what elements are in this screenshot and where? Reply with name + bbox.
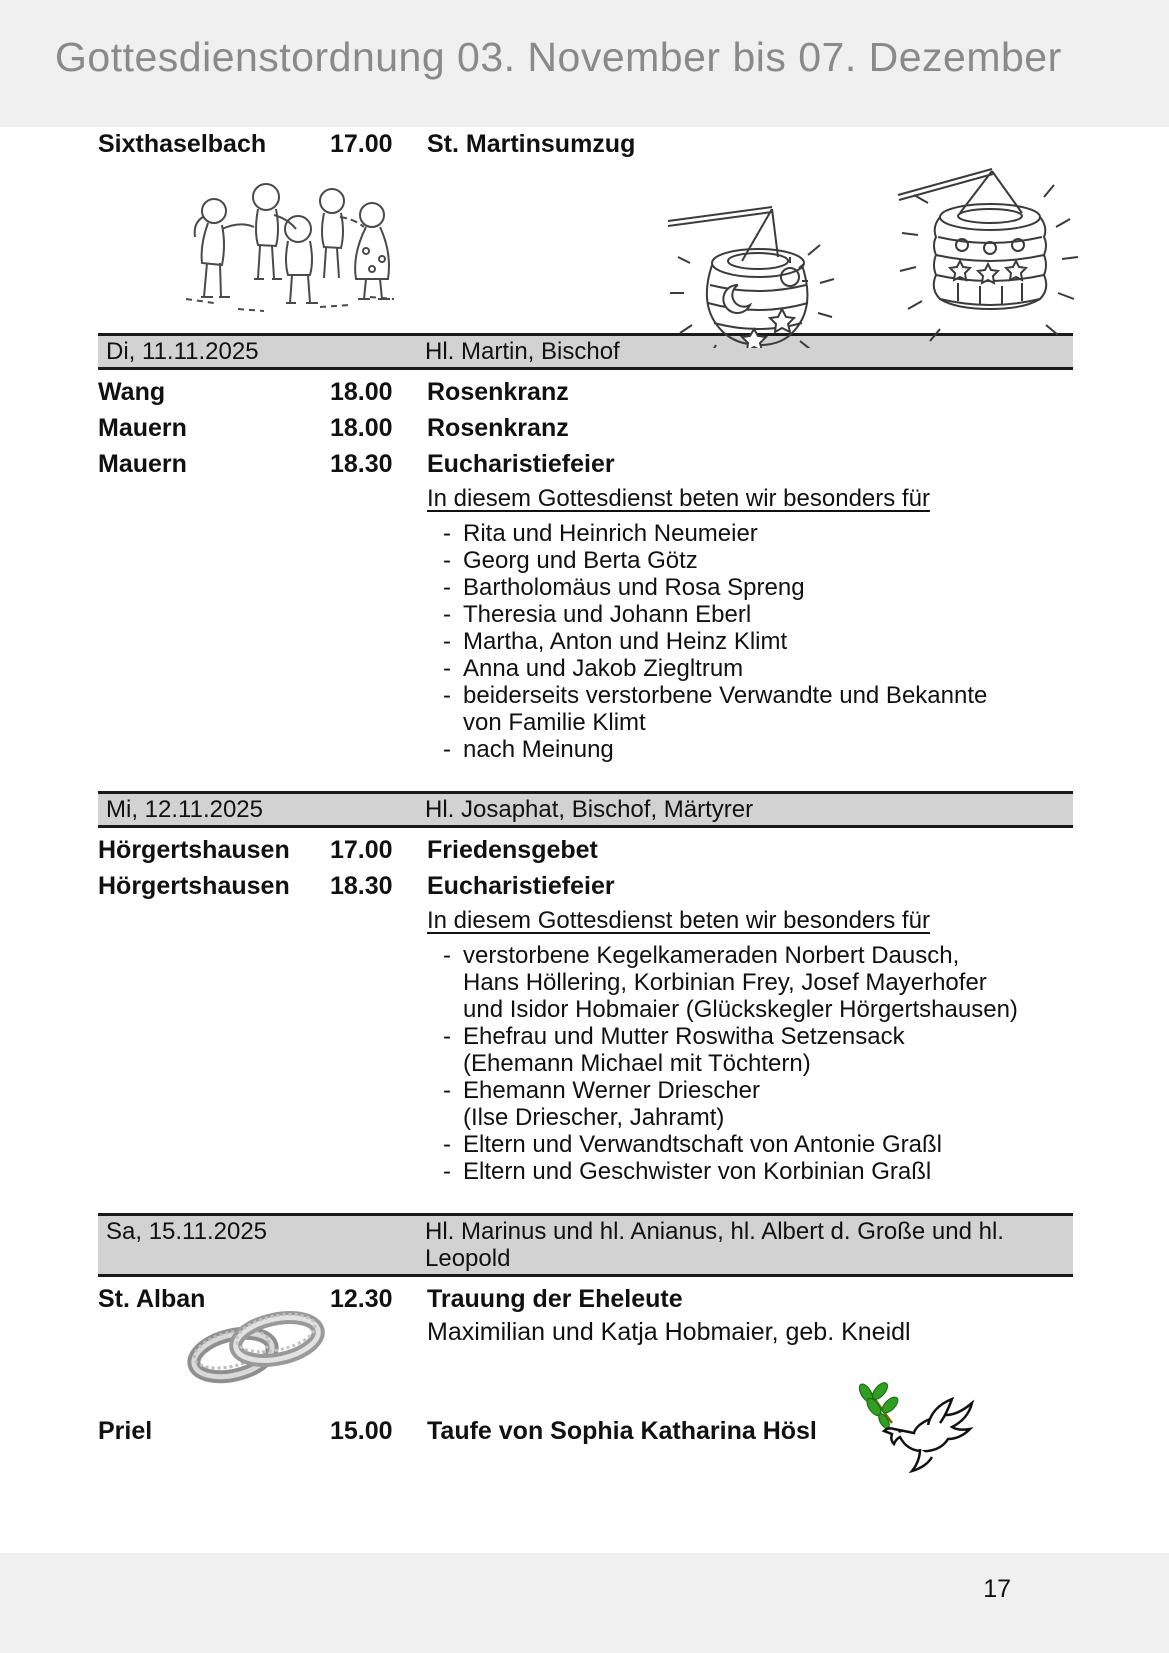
intention-item <box>427 520 1073 547</box>
date-bar <box>98 1213 1073 1277</box>
feast-line: Hl. Marinus und hl. Anianus, hl. Albert d. Große und hl. <box>425 1218 1004 1245</box>
date-label: Di, 11.11.2025 <box>106 338 259 365</box>
event-title: Taufe von Sophia Katharina Hösl <box>427 1417 817 1445</box>
event-title: Eucharistiefeier <box>427 450 615 478</box>
intention-line: - Martha, Anton und Heinz Klimt <box>463 628 788 655</box>
event-detail: Maximilian und Katja Hobmaier, geb. Kneidl <box>427 1318 911 1346</box>
martin-lanterns-illustration <box>650 143 1083 348</box>
illustrations-row <box>98 161 1073 333</box>
event-time: 18.30 <box>330 450 393 478</box>
feast-line: Hl. Martin, Bischof <box>425 338 620 365</box>
intention-line: - Bartholomäus und Rosa Spreng <box>463 574 805 601</box>
event-time: 12.30 <box>330 1285 393 1313</box>
intention-line: - Theresia und Johann Eberl <box>463 601 752 628</box>
event-location: Priel <box>98 1417 153 1445</box>
intention-line: von Familie Klimt <box>463 709 646 736</box>
event-location: Mauern <box>98 414 187 442</box>
schedule-content <box>98 127 1073 1449</box>
intention-line: (Ilse Driescher, Jahramt) <box>463 1104 725 1131</box>
intention-item <box>427 574 1073 601</box>
intention-line: - Eltern und Geschwister von Korbinian Graßl <box>463 1158 932 1185</box>
event-title: Rosenkranz <box>427 414 569 442</box>
feast-line: Leopold <box>425 1245 511 1272</box>
day-section <box>98 791 1073 1185</box>
intention-item <box>427 655 1073 682</box>
intentions-heading: In diesem Gottesdienst beten wir besonders für <box>427 907 930 934</box>
intentions-list <box>427 942 1073 1185</box>
event-location: St. Alban <box>98 1285 206 1313</box>
intention-item <box>427 1023 1073 1077</box>
event-location: Mauern <box>98 450 187 478</box>
date-bar <box>98 791 1073 828</box>
feast-line: Hl. Josaphat, Bischof, Märtyrer <box>425 796 754 823</box>
event-row <box>98 868 1073 904</box>
intention-line: - Ehefrau und Mutter Roswitha Setzensack <box>463 1023 905 1050</box>
date-label: Mi, 12.11.2025 <box>106 796 263 823</box>
event-location: Wang <box>98 378 166 406</box>
intention-item <box>427 1158 1073 1185</box>
intention-line: - Anna und Jakob Ziegltrum <box>463 655 744 682</box>
feast-label <box>425 796 1065 823</box>
event-row <box>98 374 1073 410</box>
feast-label <box>425 1218 1065 1272</box>
page-number: 17 <box>983 1575 1011 1603</box>
intentions-heading: In diesem Gottesdienst beten wir besonders für <box>427 485 930 512</box>
event-time: 18.30 <box>330 872 393 900</box>
event-time: 15.00 <box>330 1417 393 1445</box>
intention-item <box>427 1077 1073 1131</box>
event-row <box>98 446 1073 482</box>
intention-line: - beiderseits verstorbene Verwandte und Bekannte <box>463 682 988 709</box>
intention-item <box>427 1131 1073 1158</box>
day-section <box>98 1213 1073 1449</box>
intention-item <box>427 682 1073 736</box>
event-title: Eucharistiefeier <box>427 872 615 900</box>
event-location: Hörgertshausen <box>98 872 290 900</box>
intention-line: (Ehemann Michael mit Töchtern) <box>463 1050 811 1077</box>
intentions-block <box>427 904 1073 1185</box>
event-time: 17.00 <box>330 130 393 158</box>
intentions-list <box>427 520 1073 763</box>
event-title: St. Martinsumzug <box>427 130 636 158</box>
intention-line: und Isidor Hobmaier (Glückskegler Hörgertshausen) <box>463 996 1018 1023</box>
event-time: 18.00 <box>330 378 393 406</box>
intention-item <box>427 736 1073 763</box>
intentions-block <box>427 482 1073 763</box>
dove-olive-branch-illustration <box>850 1373 985 1481</box>
intention-line: - nach Meinung <box>463 736 614 763</box>
event-title: Rosenkranz <box>427 378 569 406</box>
intention-line: - Rita und Heinrich Neumeier <box>463 520 758 547</box>
intention-line: - Georg und Berta Götz <box>463 547 698 574</box>
intention-line: - Eltern und Verwandtschaft von Antonie Graßl <box>463 1131 942 1158</box>
intention-line: - Ehemann Werner Driescher <box>463 1077 761 1104</box>
day-section <box>98 333 1073 763</box>
intention-item <box>427 547 1073 574</box>
event-time: 17.00 <box>330 836 393 864</box>
intention-item <box>427 942 1073 1023</box>
event-location: Hörgertshausen <box>98 836 290 864</box>
event-title: Friedensgebet <box>427 836 598 864</box>
page-footer <box>0 1553 1169 1653</box>
intention-line: Hans Höllering, Korbinian Frey, Josef Mayerhofer <box>463 969 987 996</box>
event-title: Trauung der Eheleute <box>427 1285 683 1313</box>
event-location: Sixthaselbach <box>98 130 267 158</box>
page-header <box>0 0 1169 127</box>
intention-item <box>427 601 1073 628</box>
intention-item <box>427 628 1073 655</box>
children-dancing-illustration <box>180 167 400 315</box>
wedding-rings-image <box>175 1305 335 1387</box>
event-row <box>98 832 1073 868</box>
page-title: Gottesdienstordnung 03. November bis 07. Dezember <box>55 34 1062 80</box>
event-time: 18.00 <box>330 414 393 442</box>
event-row <box>98 410 1073 446</box>
intention-line: - verstorbene Kegelkameraden Norbert Dausch, <box>463 942 960 969</box>
date-label: Sa, 15.11.2025 <box>106 1218 268 1245</box>
